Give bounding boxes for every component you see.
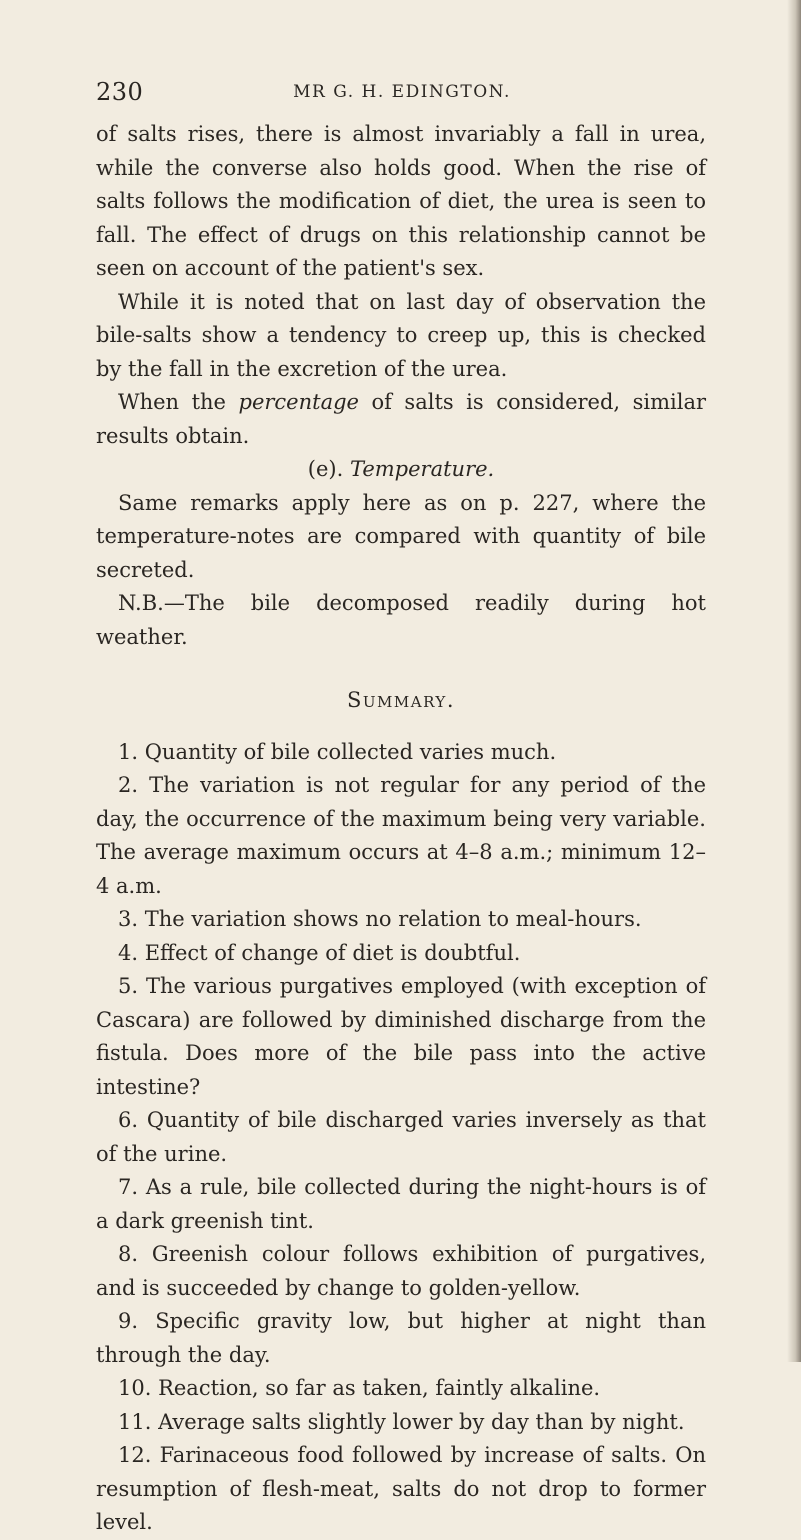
summary-item: 8. Greenish colour follows exhibition of purgatives, and is succeeded by change to golden-yellow. <box>96 1242 706 1300</box>
summary-item: 10. Reaction, so far as taken, faintly alkaline. <box>118 1376 601 1400</box>
paragraph-bile-salts: While it is noted that on last day of observation the bile-salts show a tendency to creep up, this is checked by the fall in the excretion of the urea. <box>96 289 706 381</box>
paragraph-percentage-end: of salts is considered, similar results obtain. <box>96 390 706 448</box>
summary-item: 1. Quantity of bile collected varies much. <box>118 739 557 764</box>
section-heading <box>96 453 706 487</box>
summary-item: 6. Quantity of bile discharged varies inversely as that of the urine. <box>96 1108 706 1166</box>
page-header <box>96 78 708 108</box>
percentage-emphasis: percentage <box>238 390 359 414</box>
paragraph-percentage-start: When the <box>118 390 239 414</box>
summary-item: 7. As a rule, bile collected during the night-hours is of a dark greenish tint. <box>96 1175 706 1233</box>
running-head: MR G. H. EDINGTON. <box>293 82 511 102</box>
summary-item: 4. Effect of change of diet is doubtful. <box>118 940 521 965</box>
section-label: (e). <box>307 457 344 481</box>
page-body <box>96 118 706 1540</box>
summary-item: 11. Average salts slightly lower by day than by night. <box>118 1409 685 1434</box>
paragraph-note: N.B.—The bile decomposed readily during hot weather. <box>96 591 706 649</box>
page-number: 230 <box>96 78 144 106</box>
paragraph-percentage <box>96 386 706 453</box>
paragraph-continued: of salts rises, there is almost invariably a fall in urea, while the converse also holds good. When the rise of salts follows the modification of diet, the urea is seen to fall. The effect of drugs on this relationship cannot be seen on account of the patient's sex. <box>96 122 706 280</box>
paragraph-temperature: Same remarks apply here as on p. 227, where the temperature-notes are compared with quantity of bile secreted. <box>96 490 706 582</box>
summary-item: 5. The various purgatives employed (with exception of Cascara) are followed by diminished discharge from the fistula. Does more of the bile pass into the active intestine? <box>96 974 706 1099</box>
section-title: Temperature. <box>349 457 495 481</box>
summary-item: 3. The variation shows no relation to meal-hours. <box>118 907 642 931</box>
summary-item: 2. The variation is not regular for any period of the day, the occurrence of the maximum being very variable. The average maximum occurs at 4–8 a.m.; minimum 12–4 a.m. <box>96 773 706 898</box>
summary-item: 9. Specific gravity low, but higher at night than through the day. <box>96 1309 706 1367</box>
summary-title: Summary. <box>347 688 455 712</box>
page-edge-shadow <box>787 0 801 1362</box>
summary-item: 12. Farinaceous food followed by increase of salts. On resumption of flesh-meat, salts do not drop to former level. <box>96 1443 706 1534</box>
